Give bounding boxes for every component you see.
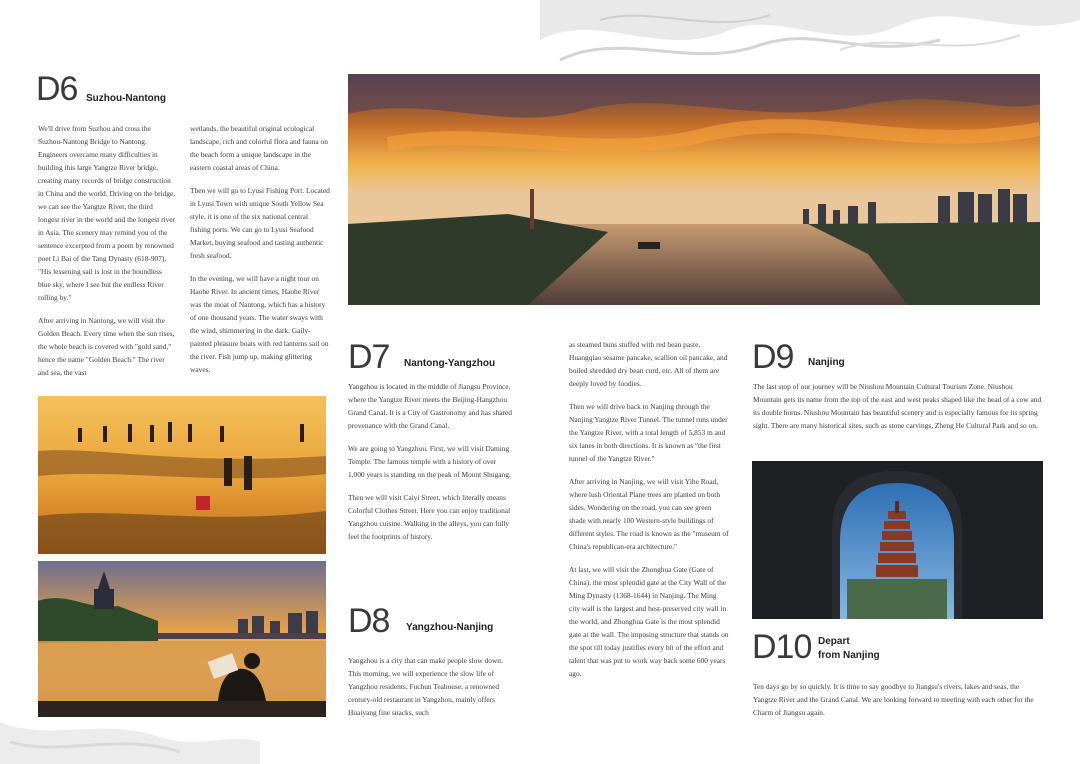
d6-paragraph: Then we will go to Lyusi Fishing Port. Located in Lyusi Town with unique South Yellow Sea style, it is one of the six national central fishing ports. We can go to Lyusi Seafood Market, buying seafood and tasting authentic fresh seafood.	[190, 186, 330, 260]
d8-paragraph: At last, we will visit the Zhonghua Gate (Gate of China), the most splendid gate at the City Wall of the Ming Dynasty (1368-1644) in Nanjing. The Ming city wall is the largest and best-preserved city wall in the world, and Zhonghua Gate is the most splendid gate at the wall. The imposing structure that stands on the spot till today justifies every bit of the effort and talent that was put to work way back some 600 years ago.	[569, 565, 729, 678]
d7-day-number: D7	[348, 338, 390, 376]
d6-title: Suzhou-Nantong	[86, 93, 166, 104]
d10-day-number: D10	[752, 628, 812, 666]
d6-paragraph: After arriving in Nantong, we will visit the Golden Beach. Every time when the sun rises, the whole beach is covered with "gold sand," hence the name "Golden Beach." The river and sea, the vast	[38, 316, 175, 377]
d10-text: Ten days go by so quickly. It is time to say goodbye to Jiangsu's rivers, lakes and seas, the Yangtze River and the Grand Canal. We are looking forward to meeting with each other for the Charm of Jiangsu again.	[753, 682, 1034, 717]
ink-wash-decoration-bottom	[0, 712, 260, 764]
d10-title-line-2: from Nanjing	[818, 650, 880, 661]
d7-paragraph: Yangzhou is located in the middle of Jiangsu Province, where the Yangtze River meets the Beijing-Hangzhou Grand Canal. It is a City of Gastronomy and has shared provenance with the Grand Canal.	[348, 382, 512, 430]
d8-day-number: D8	[348, 602, 390, 640]
d7-paragraph: Then we will visit Caiyi Street, which literally means Colorful Clothes Street. Here you can enjoy traditional Yangzhou cuisine. Walking in the alleys, you can fully feel the footprints of history.	[348, 493, 511, 541]
d8-paragraph: After arriving in Nanjing, we will visit Yihe Road, where lush Oriental Plane trees are planted on both sides. Wondering on the road, you can see green shade with nearly 100 Western-style buildings of different styles. The road is known as the "museum of China's republican-era architecture."	[569, 477, 729, 551]
lake-reader-photo	[38, 561, 326, 717]
d8-paragraph: Then we will drive back to Nanjing through the Nanjing Yangtze River Tunnel. The tunnel runs under the Yangtze River, with a total length of 5,853 m and six lanes in both directions. It is known as "the first tunnel of the Yangtze River."	[569, 402, 728, 463]
d8-title: Yangzhou-Nanjing	[406, 622, 494, 633]
d7-title: Nantong-Yangzhou	[404, 358, 496, 369]
d6-column-2	[190, 122, 330, 386]
d9-day-number: D9	[752, 338, 794, 376]
d6-column-1	[38, 122, 176, 389]
golden-beach-photo	[38, 396, 326, 554]
ink-wash-decoration-top	[540, 0, 1080, 72]
d7-paragraph: We are going to Yangzhou. First, we will visit Daming Temple. The famous temple with a history of over 1,000 years is standing on the peak of Mount Shugang.	[348, 444, 511, 479]
d6-paragraph: wetlands, the beautiful original ecological landscape, rich and colorful flora and fauna on the beach form a unique landscape in the eastern coastal areas of China.	[190, 124, 328, 172]
d9-title: Nanjing	[808, 357, 845, 368]
d9-text: The last stop of our journey will be Niushou Mountain Cultural Tourism Zone. Niushou Mountain gets its name from the top of the east and west peaks shaped like the head of a cow and its double horns. Niushou Mountain has beautiful scenery and is especially famous for its spring sight. There are many historical sites, such as stone carvings, Zheng He Cultural Park and so on.	[753, 382, 1042, 430]
d7-column	[348, 380, 514, 553]
d8-paragraph: Yangzhou is a city that can make people slow down. This morning, we will experience the slow life of Yangzhou residents. Fuchun Teahouse, a renowned century-old restaurant in Yangzhou, mainly offers Huaiyang fine snacks, such	[348, 656, 503, 717]
d8-column-2	[569, 338, 729, 690]
d8-paragraph: as steamed buns stuffed with red bean paste, Huangqiao sesame pancake, scallion oil pancake, and boiled shredded dry bean curd, etc. All of them are deeply loved by foodies.	[569, 340, 728, 388]
d6-paragraph: We'll drive from Suzhou and cross the Suzhou-Nantong Bridge to Nantong. Engineers overcame many difficulties in building this large Yangtze River bridge, creating many records of bridge construction in China and the world. Driving on the bridge, we can see the Yangtze River, the third longest river in the world and the longest river in Asia. The scenery may remind you of the sentence excerpted from a poem by renowned poet Li Bai of the Tang Dynasty (618-907), "His lessening sail is lost in the boundless blue sky, where I see but the endless River rolling by."	[38, 124, 176, 302]
d6-paragraph: In the evening, we will have a night tour on Haohe River. In ancient times, Haohe River was the moat of Nantong, which has a history of one thousand years. The water sways with the wind, shimmering in the dark. Gaily-painted pleasure boats with red lanterns sail on the river. Fish jump up, making glittering waves.	[190, 274, 329, 374]
d8-column-1	[348, 654, 514, 729]
pagoda-gate-photo	[752, 461, 1043, 619]
river-sunset-photo	[348, 74, 1040, 305]
d6-day-number: D6	[36, 70, 78, 108]
d10-title-line-1: Depart	[818, 636, 850, 647]
